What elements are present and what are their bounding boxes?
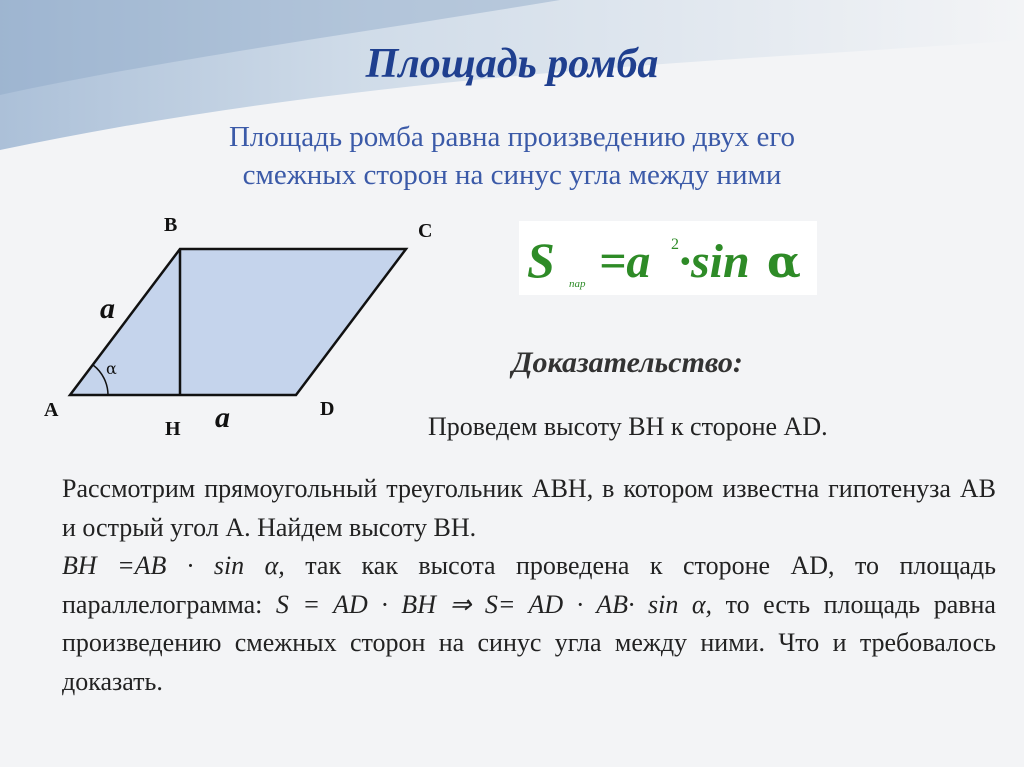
formula-power: 2: [671, 236, 679, 253]
formula-subscript: пар: [569, 278, 586, 290]
proof-body: [62, 470, 996, 701]
angle-label-alpha: α: [106, 359, 117, 378]
vertex-label-d: D: [320, 398, 335, 420]
subtitle-line-2: смежных сторон на синус угла между ними: [242, 159, 782, 191]
formula-s: S: [527, 232, 555, 288]
proof-text-1: так как высота проведена к стороне AD, то площадь параллелограмма:: [62, 551, 996, 619]
proof-line-1: Проведем высоту ВН к стороне АD.: [428, 412, 828, 441]
subtitle-line-1: Площадь ромба равна произведению двух его: [228, 121, 796, 153]
proof-text-2: то есть площадь равна произведению смежных сторон на синус угла между ними. Что и требовалось доказать.: [62, 589, 996, 696]
subtitle: [60, 118, 964, 194]
vertex-label-a: A: [44, 399, 59, 421]
vertex-label-c: C: [418, 220, 433, 242]
rhombus-figure: [30, 205, 460, 445]
area-formula: [519, 221, 817, 295]
formula-eq-a: =a: [599, 235, 651, 288]
proof-paragraph-1: Рассмотрим прямоугольный треугольник АВН, в котором известна гипотенуза АВ и острый угол А. Найдем высоту ВН.: [62, 474, 996, 542]
vertex-label-h: H: [165, 418, 181, 440]
rhombus-shape: [70, 249, 406, 395]
formula-bh: BH =AB · sin α,: [62, 551, 285, 580]
side-label-ad: a: [215, 401, 230, 434]
proof-heading: Доказательство:: [512, 346, 743, 379]
vertex-label-b: B: [164, 214, 178, 236]
side-label-ab: a: [100, 292, 115, 325]
formula-sin: ·sin: [679, 235, 750, 288]
formula-area: S = AD · BH ⇒ S= AD · AB· sin α,: [275, 589, 713, 619]
page-title: Площадь ромба: [365, 41, 659, 87]
formula-alpha: α: [767, 237, 801, 288]
